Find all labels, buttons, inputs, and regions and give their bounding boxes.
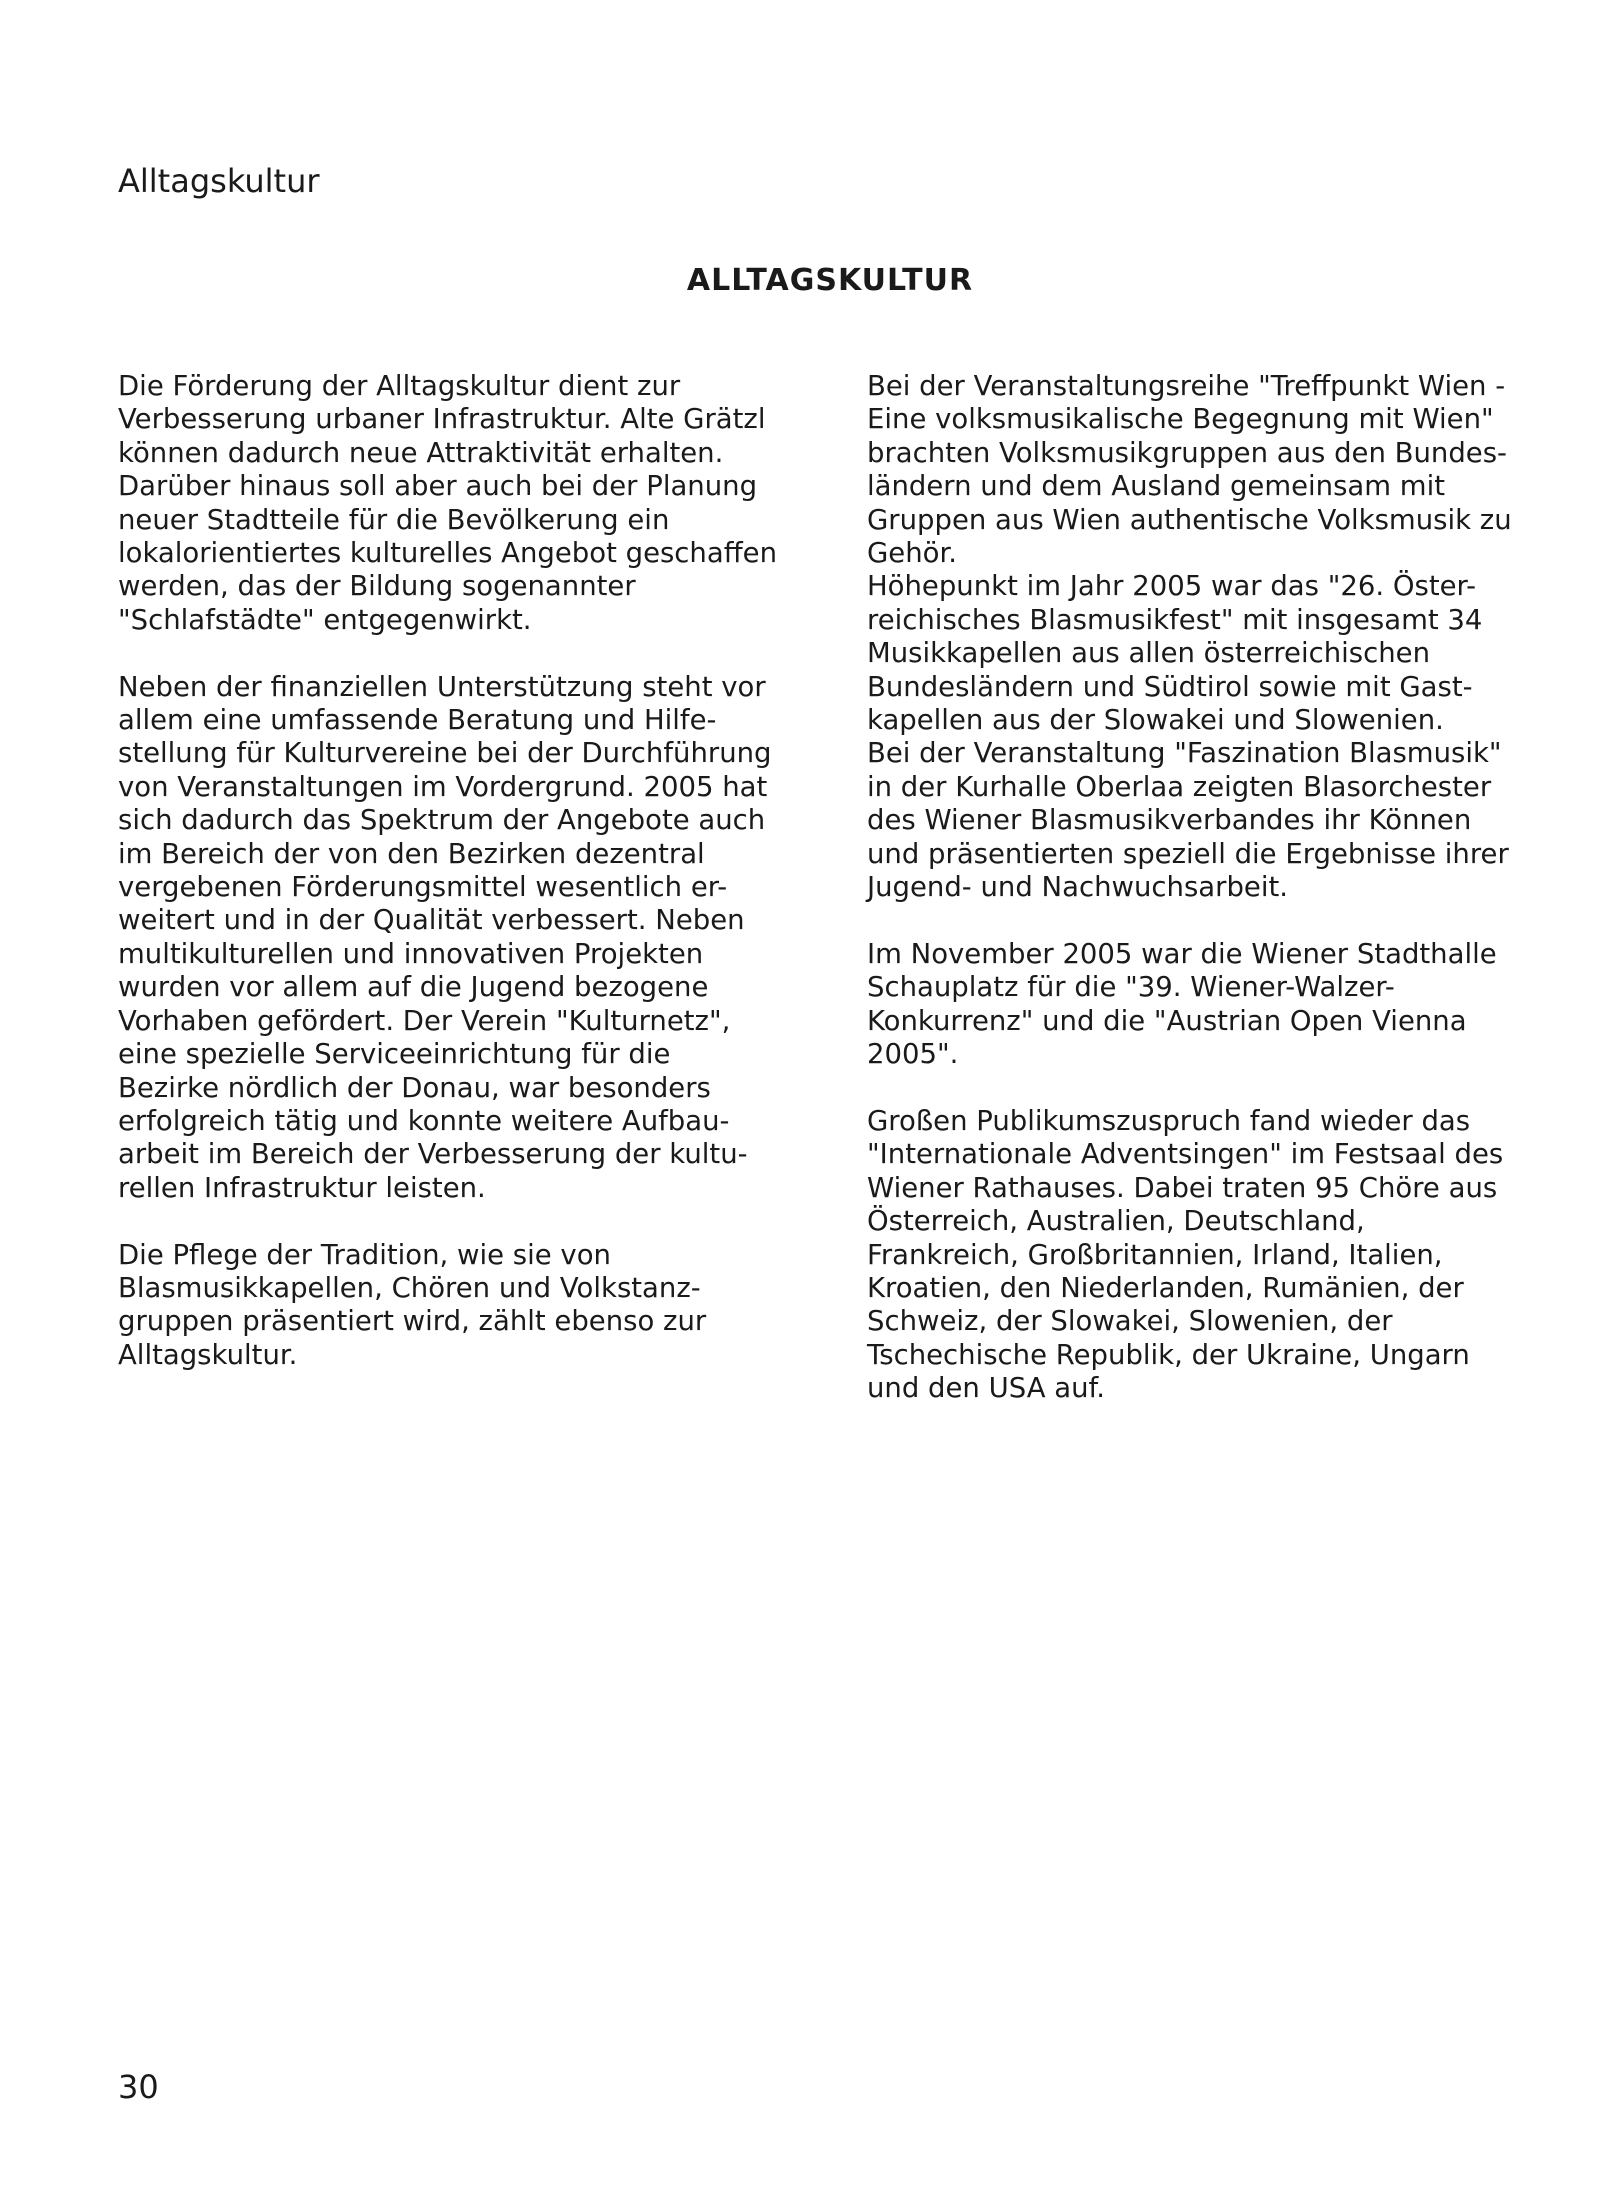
text-line: Darüber hinaus soll aber auch bei der Planung [118,470,758,503]
text-line: Bundesländern und Südtirol sowie mit Gast- [867,670,1473,703]
text-line: im Bereich der von den Bezirken dezentral [118,837,705,870]
text-line: in der Kurhalle Oberlaa zeigten Blasorchester [867,770,1492,803]
paragraph [867,938,1567,1072]
text-line: des Wiener Blasmusikverbandes ihr Können [867,804,1472,837]
text-line: eine spezielle Serviceeinrichtung für die [118,1038,671,1071]
left-column [118,370,818,1372]
text-line: "Internationale Adventsingen" im Festsaal des [867,1138,1504,1171]
text-line: vergebenen Förderungsmittel wesentlich er- [118,871,728,904]
text-line: Im November 2005 war die Wiener Stadthalle [867,937,1497,970]
text-line: Gehör. [867,537,958,570]
text-line: Wiener Rathauses. Dabei traten 95 Chöre aus [867,1171,1498,1204]
text-line: sich dadurch das Spektrum der Angebote auch [118,804,766,837]
text-line: Tschechische Republik, der Ukraine, Ungarn [867,1338,1470,1371]
text-line: kapellen aus der Slowakei und Slowenien. [867,704,1444,737]
paragraph-gap [867,1072,1567,1105]
text-line: Bei der Veranstaltungsreihe "Treffpunkt Wien - [867,370,1506,402]
text-line: reichisches Blasmusikfest" mit insgesamt 34 [867,603,1483,636]
text-line: neuer Stadtteile für die Bevölkerung ein [118,503,670,536]
text-line: gruppen präsentiert wird, zählt ebenso zur [118,1305,707,1338]
paragraph [867,1105,1567,1406]
text-line: Eine volksmusikalische Begegnung mit Wien" [867,403,1494,436]
text-line: Bei der Veranstaltung "Faszination Blasmusik" [867,737,1502,770]
text-line: multikulturellen und innovativen Projekten [118,937,704,970]
text-line: können dadurch neue Attraktivität erhalten. [118,436,724,469]
page-number: 30 [118,2068,159,2106]
text-line: brachten Volksmusikgruppen aus den Bundes- [867,436,1507,469]
running-head: Alltagskultur [118,162,320,200]
text-line: Frankreich, Großbritannien, Irland, Italien, [867,1238,1443,1271]
text-line: Höhepunkt im Jahr 2005 war das "26. Öster- [867,570,1476,603]
text-line: Die Förderung der Alltagskultur dient zur [118,370,681,402]
text-line: Die Pflege der Tradition, wie sie von [118,1238,611,1271]
text-line: Schauplatz für die "39. Wiener-Walzer- [867,971,1395,1004]
page-title: ALLTAGSKULTUR [686,263,974,298]
text-line: Großen Publikumszuspruch fand wieder das [867,1104,1471,1137]
text-line: Alltagskultur. [118,1338,298,1371]
paragraph [118,671,818,1206]
text-line: allem eine umfassende Beratung und Hilfe- [118,704,717,737]
text-line: "Schlafstädte" entgegenwirkt. [118,603,532,636]
text-line: Blasmusikkapellen, Chören und Volkstanz- [118,1271,701,1304]
text-line: Schweiz, der Slowakei, Slowenien, der [867,1305,1393,1338]
text-line: weitert und in der Qualität verbessert. Neben [118,904,745,937]
paragraph [118,370,818,637]
paragraph [118,1239,818,1373]
text-line: Gruppen aus Wien authentische Volksmusik zu [867,503,1512,536]
text-line: Jugend- und Nachwuchsarbeit. [867,871,1288,904]
text-line: wurden vor allem auf die Jugend bezogene [118,971,709,1004]
text-line: 2005". [867,1038,959,1071]
text-line: lokalorientiertes kulturelles Angebot geschaffen [118,537,778,570]
paragraph [867,370,1567,905]
text-line: rellen Infrastruktur leisten. [118,1171,486,1204]
text-line: von Veranstaltungen im Vordergrund. 2005 hat [118,770,768,803]
text-line: werden, das der Bildung sogenannter [118,570,636,603]
paragraph-gap [118,1205,818,1238]
text-line: und den USA auf. [867,1372,1105,1405]
paragraph-gap [867,905,1567,938]
paragraph-gap [118,637,818,670]
right-column [867,370,1567,1406]
text-line: Verbesserung urbaner Infrastruktur. Alte Grätzl [118,403,766,436]
text-line: Neben der finanziellen Unterstützung steht vor [118,670,766,703]
text-line: ländern und dem Ausland gemeinsam mit [867,470,1446,503]
text-line: Musikkapellen aus allen österreichischen [867,637,1431,670]
text-line: stellung für Kulturvereine bei der Durchführung [118,737,772,770]
text-line: und präsentierten speziell die Ergebnisse ihrer [867,837,1509,870]
text-line: Österreich, Australien, Deutschland, [867,1205,1365,1238]
text-line: Kroatien, den Niederlanden, Rumänien, der [867,1271,1464,1304]
text-line: Bezirke nördlich der Donau, war besonders [118,1071,711,1104]
text-line: erfolgreich tätig und konnte weitere Aufbau- [118,1104,730,1137]
text-line: Vorhaben gefördert. Der Verein "Kulturnetz", [118,1004,731,1037]
text-line: arbeit im Bereich der Verbesserung der kultu- [118,1138,748,1171]
text-line: Konkurrenz" und die "Austrian Open Vienna [867,1004,1467,1037]
